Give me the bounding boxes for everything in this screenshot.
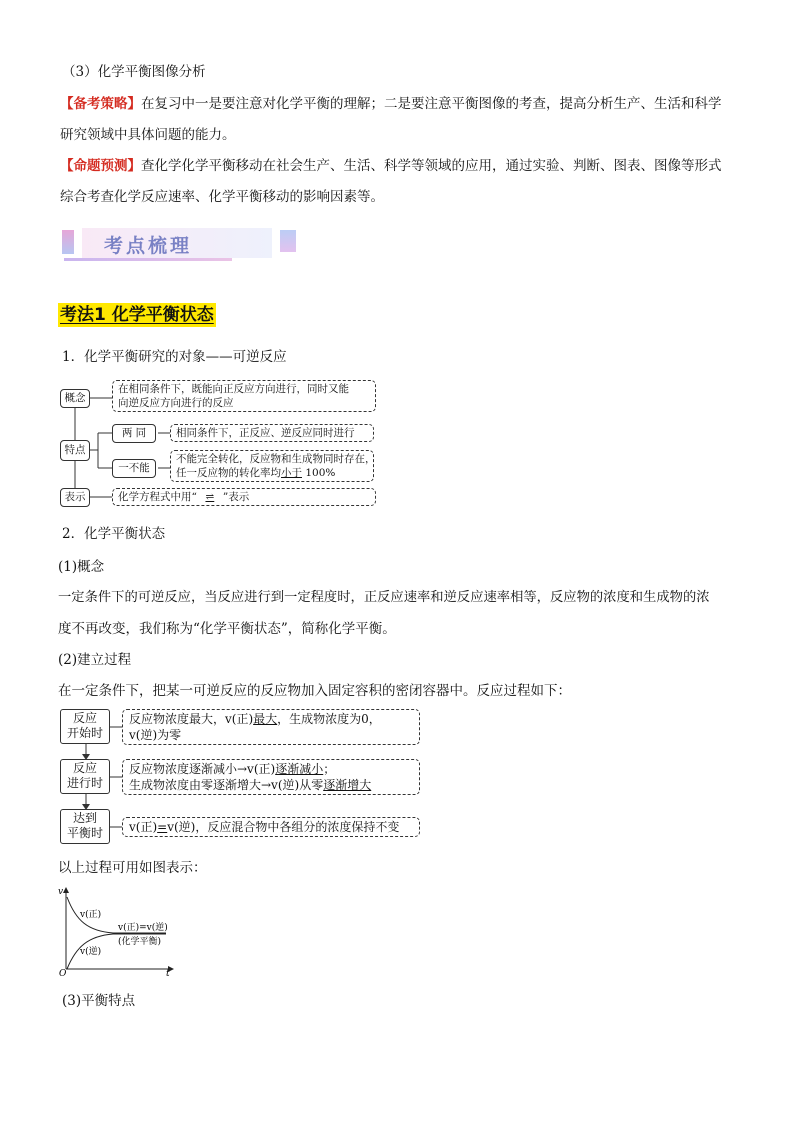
strategy-text-1: 在复习中一是要注意对化学平衡的理解；二是要注意平衡图像的考查，提高分析生产、生活和科学 xyxy=(141,96,722,112)
step-progress-text-1c: ； xyxy=(323,762,336,776)
concept-text-2: 向逆反应方向进行的反应 xyxy=(118,397,234,409)
step-equilibrium-description xyxy=(122,817,420,837)
banner-title: 考点梳理 xyxy=(104,235,193,257)
step-equilibrium-box xyxy=(60,809,110,844)
x-axis-label: t xyxy=(166,969,170,977)
step-start-text-1c: ，生成物浓度为0， xyxy=(277,712,381,726)
concept-subheading: (1)概念 xyxy=(58,559,105,575)
step-start-text-1a: 反应物浓度最大，v(正) xyxy=(129,712,254,726)
step-progress-text-2a: 生成物浓度由零逐渐增大→v(逆)从零 xyxy=(129,778,324,792)
reverse-rate-label: v(逆) xyxy=(80,947,102,957)
incomplete-box xyxy=(170,450,374,482)
banner-right-square xyxy=(280,230,296,252)
y-axis-arrow xyxy=(63,887,69,893)
step-progress-line-1: 反应 xyxy=(72,761,97,775)
step-progress-box xyxy=(60,759,110,794)
graph-intro: 以上过程可用如图表示： xyxy=(58,860,207,876)
step-equilibrium-text-c: v(逆)，反应混合物中各组分的浓度保持不变 xyxy=(167,820,400,834)
step-progress-text-2b: 逐渐增大 xyxy=(323,778,372,792)
section-1-heading: 1．化学平衡研究的对象——可逆反应 xyxy=(62,349,287,365)
banner-underline xyxy=(64,258,232,261)
express-text-a: 化学方程式中用“ xyxy=(118,491,197,503)
step-progress-description xyxy=(122,759,420,795)
step-equilibrium-line-1: 达到 xyxy=(72,811,97,825)
incomplete-text-2a: 任一反应物的转化率均 xyxy=(176,467,281,479)
step-equilibrium-text-a: v(正) xyxy=(129,820,158,834)
kaofa-heading: 考法1 化学平衡状态 xyxy=(60,305,214,325)
incomplete-text-2c: 100% xyxy=(302,467,336,479)
step-progress-line-2: 进行时 xyxy=(66,776,103,790)
step-progress-text-1a: 反应物浓度逐渐减小→v(正) xyxy=(129,762,276,776)
prediction-paragraph xyxy=(60,157,722,175)
prediction-text-1: 查化学化学平衡移动在社会生产、生活、科学等领域的应用，通过实验、判断、图表、图像等形式 xyxy=(141,158,722,174)
origin-label: O xyxy=(59,969,67,977)
concept-label: 概念 xyxy=(60,389,90,408)
banner-left-bar xyxy=(62,230,74,254)
feature-label: 特点 xyxy=(60,440,90,461)
incomplete-text-1: 不能完全转化，反应物和生成物同时存在， xyxy=(176,453,376,465)
express-label: 表示 xyxy=(60,488,90,507)
two-same-box xyxy=(170,424,374,442)
step-start-description xyxy=(122,709,420,745)
section-2-heading: 2．化学平衡状态 xyxy=(62,526,166,542)
equilibrium-arrow-symbol: ⇌ xyxy=(205,491,215,503)
concept-text-1: 在相同条件下，既能向正反应方向进行，同时又能 xyxy=(118,383,349,395)
equilibrium-label: v(正)=v(逆) xyxy=(118,923,168,933)
section-banner xyxy=(62,226,242,262)
step-start-text-1b: 最大 xyxy=(253,712,278,726)
prediction-text-2: 综合考查化学反应速率、化学平衡移动的影响因素等。 xyxy=(60,189,384,205)
strategy-text-2: 研究领域中具体问题的能力。 xyxy=(60,127,236,143)
step-progress-text-1b: 逐渐减小 xyxy=(275,762,324,776)
two-same-label: 两 同 xyxy=(112,424,156,443)
two-same-text: 相同条件下，正反应、逆反应同时进行 xyxy=(176,427,355,439)
item-3-text: （3）化学平衡图像分析 xyxy=(62,64,206,80)
incomplete-text-2b: 小于 xyxy=(281,467,302,479)
rate-time-graph xyxy=(58,885,188,977)
equilibrium-note: (化学平衡) xyxy=(118,937,162,947)
y-axis-label: v xyxy=(58,887,64,897)
step-start-line-1: 反应 xyxy=(72,711,97,725)
incomplete-label: 一不能 xyxy=(112,459,156,478)
strategy-paragraph xyxy=(60,95,722,113)
step-start-text-2: v(逆)为零 xyxy=(129,728,182,742)
process-subheading: (2)建立过程 xyxy=(58,652,132,668)
prediction-tag: 【命题预测】 xyxy=(60,158,141,174)
step-equilibrium-line-2: 平衡时 xyxy=(66,826,103,840)
strategy-tag: 【备考策略】 xyxy=(60,96,141,112)
express-box xyxy=(112,488,376,506)
forward-rate-label: v(正) xyxy=(80,910,102,920)
step-start-line-2: 开始时 xyxy=(66,726,103,740)
concept-paragraph-2: 度不再改变，我们称为“化学平衡状态”，简称化学平衡。 xyxy=(58,621,396,637)
balance-features-subheading: (3)平衡特点 xyxy=(62,993,136,1009)
process-intro: 在一定条件下，把某一可逆反应的反应物加入固定容积的密闭容器中。反应过程如下： xyxy=(58,683,571,699)
step-equilibrium-text-b: = xyxy=(157,820,168,834)
concept-paragraph-1: 一定条件下的可逆反应，当反应进行到一定程度时，正反应速率和逆反应速率相等，反应物的浓度和生成物的浓 xyxy=(58,590,710,605)
incomplete-text-2 xyxy=(176,466,368,480)
step-start-box xyxy=(60,709,110,744)
express-text-c: ”表示 xyxy=(222,491,250,503)
concept-box xyxy=(112,380,376,412)
